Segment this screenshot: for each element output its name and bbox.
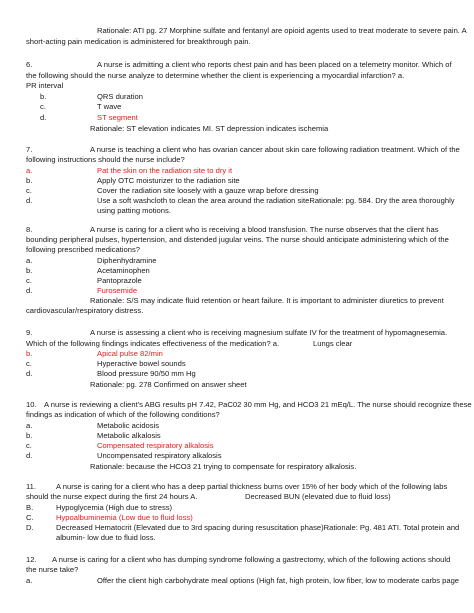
- option-label: c.: [26, 441, 32, 450]
- q9-rationale: Rationale: pg. 278 Confirmed on answer sheet: [90, 380, 247, 389]
- q11-stem-2: should the nurse expect during the first 24 hours A.: [26, 492, 198, 501]
- q7-rationale-cont: using patting motions.: [97, 206, 171, 215]
- q9-stem: A nurse is assessing a client who is receiving magnesium sulfate IV for the treatment of hypomagnesemia.: [90, 328, 448, 337]
- q5-rationale-cont: short-acting pain medication is administered for breakthrough pain.: [26, 37, 251, 46]
- q6-rationale: Rationale: ST elevation indicates MI. ST depression indicates ischemia: [90, 124, 329, 133]
- option-label: c.: [26, 276, 32, 285]
- correct-answer: Apical pulse 82/min: [97, 349, 163, 358]
- option-text: Cover the radiation site loosely with a gauze wrap before dressing: [97, 186, 319, 195]
- q7-stem: A nurse is teaching a client who has ovarian cancer about skin care following radiation treatment. Which of the: [90, 145, 460, 154]
- q6-stem-2: the following should the nurse analyze to determine whether the client is experiencing a myocardial infarction? a.: [26, 71, 405, 80]
- correct-answer: Pat the skin on the radiation site to dry it: [97, 166, 233, 175]
- q8-number: 8.: [26, 225, 33, 234]
- q8-stem: A nurse is caring for a client who is receiving a blood transfusion. The nurse observes that the client has: [90, 225, 439, 234]
- q6-stem: A nurse is admitting a client who reports chest pain and has been placed on a telemetry monitor. Which of: [97, 60, 452, 69]
- option-text: QRS duration: [97, 92, 144, 101]
- q10-number: 10.: [26, 400, 37, 409]
- option-label: d.: [26, 451, 33, 460]
- option-label: D.: [26, 523, 34, 532]
- q10-rationale: Rationale: because the HCO3 21 trying to compensate for respiratory alkalosis.: [90, 462, 357, 471]
- q11-stem: A nurse is caring for a client who has a deep partial thickness burns over 15% of her body which of the following labs: [56, 482, 448, 491]
- option-label: c.: [26, 186, 32, 195]
- option-text: Blood pressure 90/50 mm Hg: [97, 369, 196, 378]
- q11-rationale-cont: albumin- low due to fluid loss.: [56, 533, 156, 542]
- option-label: a.: [26, 166, 33, 175]
- option-label: c.: [26, 359, 32, 368]
- q12-stem: A nurse is caring for a client who has dumping syndrome following a gastrectomy, which of the following actions should: [52, 555, 451, 564]
- q6-option-a: PR interval: [26, 81, 64, 90]
- option-text: Metabolic acidosis: [97, 421, 160, 430]
- option-label: b.: [26, 349, 33, 358]
- option-text: Diphenhydramine: [97, 256, 157, 265]
- option-label: b.: [26, 266, 33, 275]
- option-text: Apply OTC moisturizer to the radiation site: [97, 176, 240, 185]
- option-text: Acetaminophen: [97, 266, 150, 275]
- option-label: b.: [26, 431, 33, 440]
- option-label: a.: [26, 576, 33, 585]
- option-text: Hyperactive bowel sounds: [97, 359, 186, 368]
- q9-stem-2: Which of the following findings indicates effectiveness of the medication? a.: [26, 339, 280, 348]
- option-text: Hypoglycemia (High due to stress): [56, 503, 173, 512]
- option-text: Use a soft washcloth to clean the area around the radiation siteRationale: pg. 584. Dry the area thoroughly: [97, 196, 455, 205]
- correct-answer: Hypoalbuminemia (Low due to fluid loss): [56, 513, 193, 522]
- q12-stem-2: the nurse take?: [26, 565, 79, 574]
- option-text: Pantoprazole: [97, 276, 142, 285]
- option-label: d.: [26, 286, 33, 295]
- option-label: B.: [26, 503, 34, 512]
- q9-option-a: Lungs clear: [313, 339, 353, 348]
- q9-number: 9.: [26, 328, 33, 337]
- option-label: d.: [40, 113, 47, 122]
- q7-stem-2: following instructions should the nurse include?: [26, 155, 185, 164]
- option-text: Offer the client high carbohydrate meal options (High fat, high protein, low fiber, low to moderate carbs page: [97, 576, 460, 585]
- option-label: a.: [26, 421, 33, 430]
- option-text: T wave: [97, 102, 122, 111]
- q11-number: 11.: [26, 482, 36, 491]
- q6-number: 6.: [26, 60, 33, 69]
- q11-option-a: Decreased BUN (elevated due to fluid loss): [245, 492, 391, 501]
- option-label: C.: [26, 513, 34, 522]
- option-label: c.: [40, 102, 46, 111]
- option-text: Uncompensated respiratory alkalosis: [97, 451, 222, 460]
- q8-stem-3: following prescribed medications?: [26, 245, 140, 254]
- q10-stem: A nurse is reviewing a client's ABG results pH 7.42, PaC02 30 mm Hg, and HCO3 21 mEq/L. The nurse should recognize these: [44, 400, 472, 409]
- option-label: d.: [26, 369, 33, 378]
- q7-number: 7.: [26, 145, 33, 154]
- q8-rationale-cont: cardiovascular/respiratory distress.: [26, 306, 144, 315]
- option-text: Metabolic alkalosis: [97, 431, 161, 440]
- option-label: b.: [26, 176, 33, 185]
- option-text: Decreased Hematocrit (Elevated due to 3rd spacing during resuscitation phase)Rationale: Pg. 481 ATI. Total protein and: [56, 523, 460, 532]
- option-label: a.: [26, 256, 33, 265]
- correct-answer: ST segment: [97, 113, 138, 122]
- q8-stem-2: bounding peripheral pulses, hypertension, and distended jugular veins. The nurse should anticipate administering which of the: [26, 235, 449, 244]
- correct-answer: Furosemide: [97, 286, 138, 295]
- q12-number: 12.: [26, 555, 37, 564]
- q8-rationale: Rationale: S/S may indicate fluid retention or heart failure. It is important to administer diuretics to prevent: [90, 296, 444, 305]
- option-label: d.: [26, 196, 33, 205]
- q5-rationale: Rationale: ATI pg. 27 Morphine sulfate and fentanyl are opioid agents used to treat moderate to severe pain. A: [97, 26, 467, 35]
- q10-stem-2: findings as indication of which of the following conditions?: [26, 410, 220, 419]
- correct-answer: Compensated respiratory alkalosis: [97, 441, 214, 450]
- option-label: b.: [40, 92, 47, 101]
